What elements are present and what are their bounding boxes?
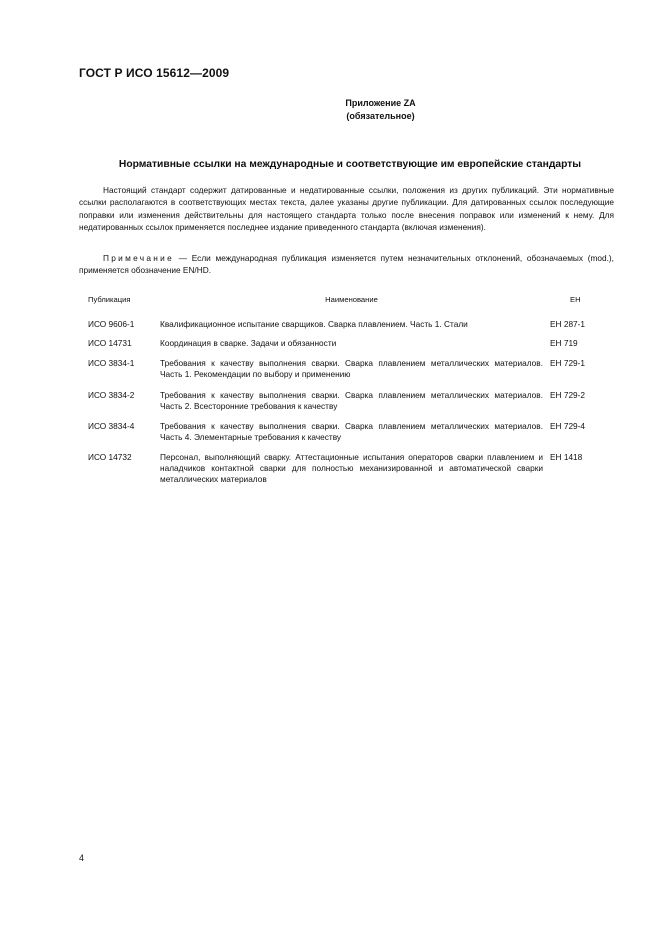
note-paragraph [79, 252, 614, 277]
intro-paragraph: Настоящий стандарт содержит датированные и недатированные ссылки, положения из других публикаций. Эти нормативные ссылки располагаются в соответствующих местах текста, далее указаны другие публикации. Для датированных ссылок последующие поправки или изменения действительны для настоящего стандарта только после внесения поправок или изменений к нему. Для недатированных ссылок применяется последнее издание приведенного стандарта (включая изменения). [79, 185, 614, 233]
cell-name: Требования к качеству выполнения сварки. Сварка плавлением металлических материалов. Часть 1. Рекомендации по выбору и применению [160, 358, 543, 380]
cell-name: Координация в сварке. Задачи и обязанности [160, 338, 337, 348]
cell-publication: ИСО 14731 [88, 338, 132, 348]
cell-en: ЕН 729-1 [550, 358, 586, 368]
column-header-name: Наименование [325, 295, 378, 304]
annex-status: (обязательное) [346, 111, 415, 121]
cell-publication: ИСО 3834-1 [88, 358, 135, 368]
cell-en: ЕН 729-4 [550, 421, 586, 431]
cell-en: ЕН 1418 [550, 452, 583, 462]
cell-publication: ИСО 9606-1 [88, 319, 135, 329]
cell-name: Требования к качеству выполнения сварки. Сварка плавлением металлических материалов. Часть 4. Элементарные требования к качеству [160, 421, 543, 443]
cell-en: ЕН 287-1 [550, 319, 586, 329]
cell-name: Квалификационное испытание сварщиков. Сварка плавлением. Часть 1. Стали [160, 319, 468, 329]
annex-title: Приложение ZA [345, 98, 416, 108]
cell-name: Персонал, выполняющий сварку. Аттестационные испытания операторов сварки плавлением и наладчиков контактной сварки для полностью механизированной и автоматической сварки металлических материалов [160, 452, 543, 485]
section-title: Нормативные ссылки на международные и соответствующие им европейские стандарты [118, 159, 582, 170]
note-label: Примечание [103, 253, 175, 263]
cell-en: ЕН 719 [550, 338, 578, 348]
cell-publication: ИСО 14732 [88, 452, 132, 462]
cell-en: ЕН 729-2 [550, 390, 586, 400]
cell-publication: ИСО 3834-2 [88, 390, 135, 400]
cell-name: Требования к качеству выполнения сварки. Сварка плавлением металлических материалов. Часть 2. Всесторонние требования к качеству [160, 390, 543, 412]
cell-publication: ИСО 3834-4 [88, 421, 135, 431]
document-header: ГОСТ Р ИСО 15612—2009 [79, 66, 230, 80]
page-number: 4 [79, 853, 85, 863]
column-header-publication: Публикация [88, 295, 131, 304]
column-header-en: ЕН [570, 295, 581, 304]
note-text: — Если международная публикация изменяется путем незначительных отклонений, обозначаемых (mod.), применяется обозначение EN/HD. [79, 253, 614, 276]
